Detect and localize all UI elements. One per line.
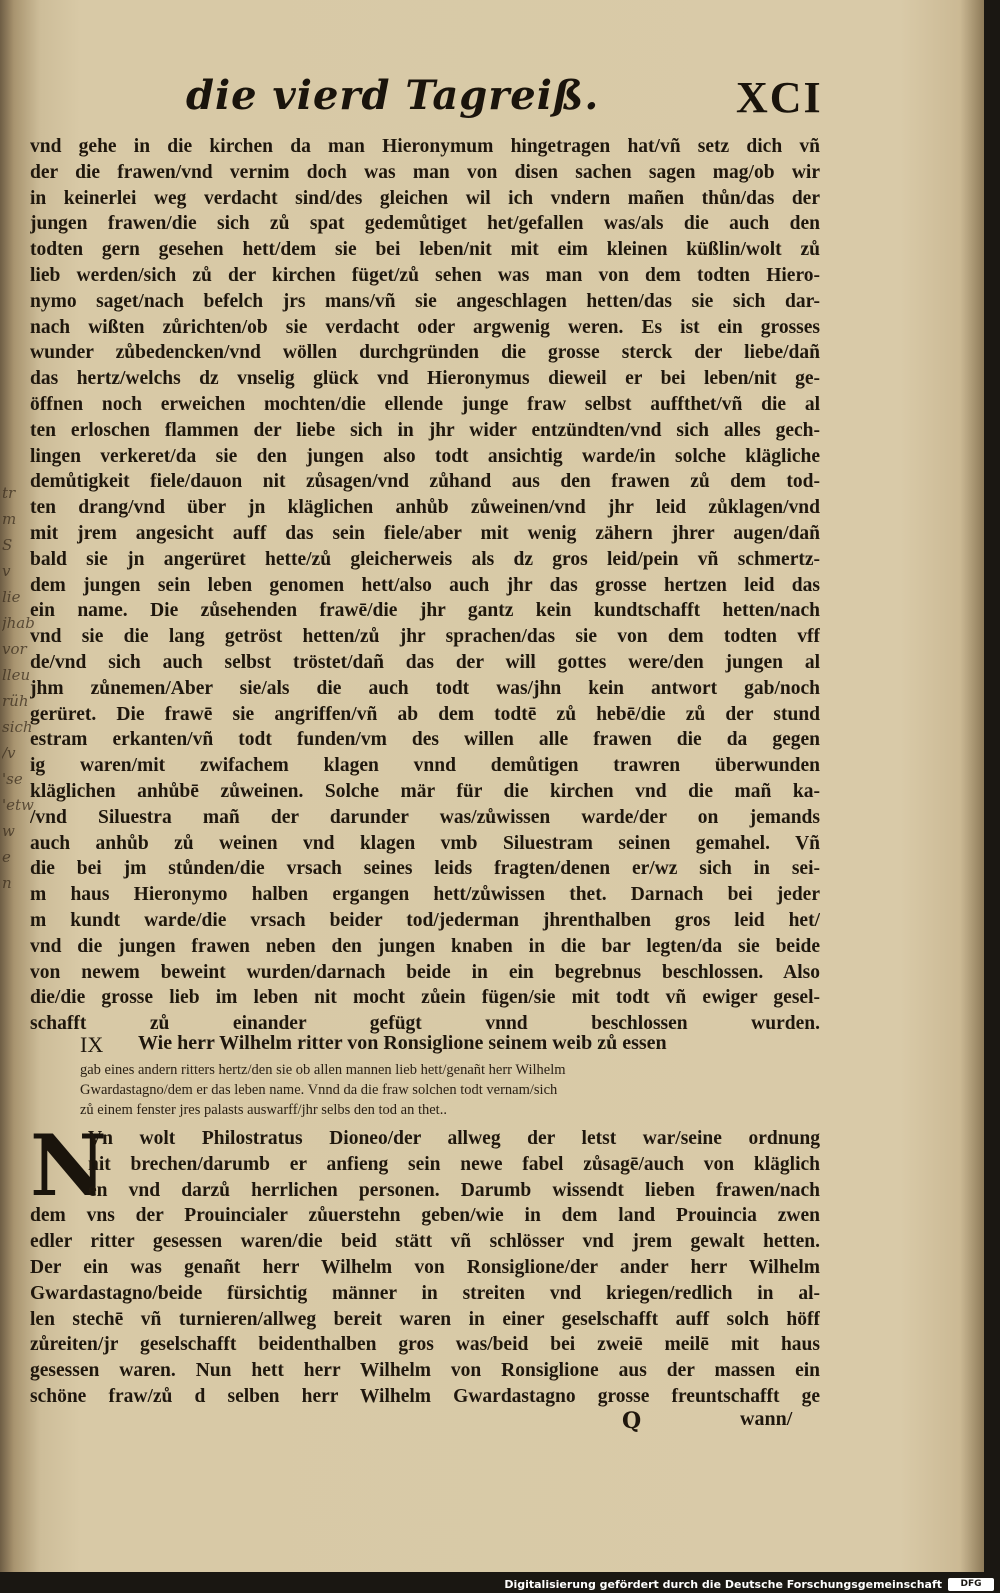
- bleed-fragment: 'etw: [2, 796, 34, 814]
- chapter-number: IX: [80, 1032, 104, 1057]
- text-line: wunder zůbedencken/vnd wöllen durchgründen die grosse sterck der liebe/dañ: [30, 342, 820, 364]
- running-title: die vierd Tagreiß.: [186, 72, 600, 119]
- dfg-logo: DFG: [948, 1578, 994, 1591]
- text-line: ten erloschen flammen der liebe sich in jhr wider entzündten/vnd sich alles gech-: [30, 419, 820, 441]
- text-line: gerüret. Die frawē sie angriffen/vñ ab dem todtē zů hebē/die zů der stund: [30, 703, 820, 725]
- story-line: len stechē vñ turnieren/allweg bereit waren in einer geselschafft auff solch höff: [30, 1308, 820, 1330]
- bleed-fragment: 'se: [2, 770, 23, 788]
- text-line: in keinerlei weg verdacht sind/des gleichen wil ich vndern mañen thůn/das der: [30, 187, 820, 209]
- story-line: schöne fraw/zů d selben herr Wilhelm Gwardastagno grosse freuntschafft ge: [30, 1385, 820, 1407]
- bleed-fragment: w: [2, 822, 15, 840]
- text-line: /vnd Siluestra mañ der darunder was/zůwissen warde/der on jemands: [30, 806, 820, 828]
- running-head: [0, 72, 984, 132]
- text-line: m haus Hieronymo halben ergangen hett/zůwissen thet. Darnach bei jeder: [30, 884, 820, 906]
- text-line: das hertz/welchs dz vnselig glück vnd Hieronymus dieweil er bei leben/nit ge-: [30, 368, 820, 390]
- text-line: vnd gehe in die kirchen da man Hieronymum hingetragen hat/vñ setz dich vñ: [30, 136, 820, 157]
- signature-mark: Q: [622, 1408, 642, 1434]
- story-line: Vn wolt Philostratus Dioneo/der allweg der letst war/seine ordnung: [88, 1128, 820, 1149]
- text-line: jungen frawen/die sich zů spat gedemůtiget het/gefallen was/als die auch den: [30, 213, 820, 235]
- chapter-summary-line: gab eines andern ritters hertz/den sie ob allen mannen lieb hett/genañt herr Wilhelm: [80, 1062, 566, 1078]
- footer-credit: Digitalisierung gefördert durch die Deutsche Forschungsgemeinschaft: [504, 1578, 942, 1591]
- story-line: en vnd darzů herrlichen personen. Darumb wissendt lieben frawen/nach: [88, 1179, 820, 1201]
- story-line: nit brechen/darumb er anfieng sein newe fabel zůsagē/auch von kläglich: [88, 1153, 820, 1175]
- drop-capital: N: [30, 1116, 107, 1215]
- story-line: Der ein was genañt herr Wilhelm von Ronsiglione/der ander herr Wilhelm: [30, 1256, 820, 1278]
- text-line: lingen verkeret/da sie den jungen also todt ansichtig warde/in solche klägliche: [30, 445, 820, 467]
- text-line: ig waren/mit zwifachem klagen vnnd demůtigen trawren überwunden: [30, 755, 820, 777]
- text-line: kläglichen anhůbē zůweinen. Solche mär für die kirchen vnd die mañ ka-: [30, 780, 820, 802]
- chapter-title: Wie herr Wilhelm ritter von Ronsiglione seinem weib zů essen: [138, 1032, 667, 1054]
- text-line: auch anhůb zů weinen vnd klagen vmb Siluestram seinen gemahel. Vñ: [30, 832, 820, 854]
- text-line: de/vnd sich auch selbst tröstet/dañ das der will gottes were/den jungen al: [30, 651, 820, 673]
- story-line: dem vns der Prouincialer zůuerstehn geben/wie in dem land Prouincia zwen: [30, 1205, 820, 1227]
- catchword: wann/: [740, 1408, 793, 1430]
- text-line: dem jungen sein leben genomen hett/also auch jhr das grosse hertzen leid das: [30, 574, 820, 596]
- bleed-fragment: S: [2, 536, 13, 554]
- bleed-fragment: v: [2, 562, 11, 580]
- story-text: [30, 1116, 820, 1410]
- text-line: demůtigkeit fiele/dauon nit zůsagen/vnd zůhand aus den frawen zů dem tod-: [30, 471, 820, 493]
- text-line: vnd die jungen frawen neben den jungen knaben in die bar legten/da sie beide: [30, 935, 820, 957]
- story-line: gesessen waren. Nun hett herr Wilhelm von Ronsiglione aus der massen ein: [30, 1360, 820, 1382]
- folio-number: XCI: [736, 73, 823, 122]
- bleed-fragment: e: [2, 848, 11, 866]
- text-line: schafft zů einander gefügt vnnd beschlossen wurden.: [30, 1013, 820, 1035]
- text-line: nach wißten zůrichten/ob sie verdacht oder argwenig weren. Es ist ein grosses: [30, 316, 820, 338]
- bleed-fragment: m: [2, 510, 17, 528]
- body-text: [30, 134, 820, 1037]
- chapter-summary-line: zů einem fenster jres palasts auswarff/jhr selbs den tod an thet..: [80, 1102, 447, 1118]
- catch-line: [0, 1408, 984, 1438]
- digitization-footer: [0, 1576, 1000, 1593]
- text-line: bald sie jn angerüret hette/zů gleicherweis als dz gros leid/pein vñ schmertz-: [30, 548, 820, 570]
- bleed-fragment: /v: [2, 744, 16, 762]
- story-line: edler ritter gesessen waren/die beid stätt vñ schlösser vnd jrem gewalt hetten.: [30, 1231, 820, 1253]
- text-line: m kundt warde/die vrsach beider tod/jederman jhrenthalben gros leid het/: [30, 909, 820, 931]
- text-line: todten gern gesehen hett/dem sie bei leben/nit mit eim kleinen küßlin/wolt zů: [30, 239, 820, 261]
- bleed-fragment: lleu: [2, 666, 31, 684]
- bleed-fragment: vor: [2, 640, 27, 658]
- text-line: ein name. Die zůsehenden frawē/die jhr gantz kein kundtschafft hetten/nach: [30, 600, 820, 622]
- text-line: vnd sie die lang getröst hetten/zů jhr sprachen/das sie von dem todten vff: [30, 626, 820, 648]
- text-line: die/die grosse lieb im leben nit mocht zůein fügen/sie mit todt vñ ewiger gesel-: [30, 987, 820, 1009]
- chapter-summary-line: Gwardastagno/dem er das leben name. Vnnd da die fraw solchen todt vernam/sich: [80, 1082, 558, 1098]
- bleed-fragment: sich: [2, 718, 33, 736]
- text-line: die bei jm stůnden/die vrsach seines leids fragten/denen er/wz sich in sei-: [30, 858, 820, 880]
- text-line: jhm zůnemen/Aber sie/als die auch todt was/jhn kein antwort gab/noch: [30, 677, 820, 699]
- bleed-fragment: tr: [2, 484, 16, 502]
- bleed-fragment: rüh: [2, 692, 29, 710]
- text-line: nymo saget/nach befelch jrs mans/vñ sie angeschlagen hetten/das sie sich dar-: [30, 290, 820, 312]
- text-line: mit jrem angesicht auff das sein fiele/aber mit wenig zähern jhrer augen/dañ: [30, 522, 820, 544]
- text-line: ten drang/vnd über jn kläglichen anhůb zůweinen/vnd jhr leid zůklagen/vnd: [30, 497, 820, 519]
- bleed-fragment: n: [2, 874, 12, 892]
- text-line: lieb werden/sich zů der kirchen füget/zů sehen was man von dem todten Hiero-: [30, 264, 820, 286]
- story-line: Gwardastagno/beide fürsichtig männer in streiten vnd kriegen/redlich in al-: [30, 1282, 820, 1304]
- text-line: öffnen noch erweichen mochten/die ellende junge fraw selbst auffthet/vñ die al: [30, 393, 820, 415]
- text-line: estram erkanten/vñ todt funden/vm des willen alle frawen die da gegen: [30, 729, 820, 751]
- bleed-fragment: lie: [2, 588, 21, 606]
- story-line: zůreiten/jr geselschafft beidenthalben gros was/beid bei zweiē meilē mit haus: [30, 1334, 820, 1356]
- text-line: der die frawen/vnd vernim doch was man von disen sachen sagen mag/ob wir: [30, 161, 820, 183]
- bleed-fragment: jhab: [2, 614, 35, 632]
- text-line: von newem beweint wurden/darnach beide in ein begrebnus beschlossen. Also: [30, 961, 820, 983]
